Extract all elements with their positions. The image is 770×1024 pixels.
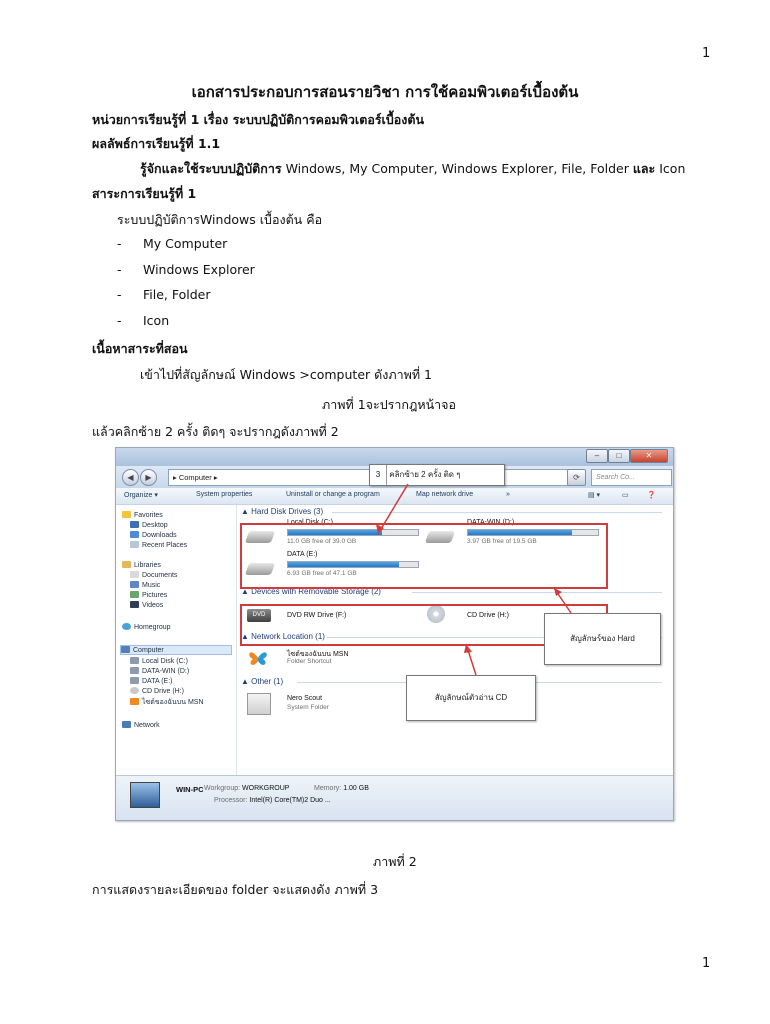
nav-computer[interactable]: Computer xyxy=(120,645,232,655)
dvd-drive-label[interactable]: DVD RW Drive (F:) xyxy=(287,612,347,619)
nero-scout-sub: System Folder xyxy=(287,704,329,711)
system-properties-button[interactable]: System properties xyxy=(196,491,253,498)
nav-desktop[interactable]: Desktop xyxy=(130,521,168,529)
section-network-location[interactable]: ▲ Network Location (1) xyxy=(241,632,325,641)
forward-icon[interactable]: ▶ xyxy=(140,469,157,486)
nav-documents[interactable]: Documents xyxy=(130,571,177,579)
figure-1-caption: ภาพที่ 1จะปรากฎหน้าจอ xyxy=(322,397,456,412)
explorer-screenshot xyxy=(115,447,674,821)
nav-pictures[interactable]: Pictures xyxy=(130,591,167,599)
bullet-item: - Windows Explorer xyxy=(117,262,255,277)
drive-name[interactable]: DATA-WIN (D:) xyxy=(467,519,515,526)
organize-button[interactable]: Organize ▾ xyxy=(124,492,158,499)
intro-text: ระบบปฏิบัติการWindows เบื้องต้น คือ xyxy=(117,212,323,227)
callout-double-click: 3 คลิกซ้าย 2 ครั้ง ติด ๆ xyxy=(369,464,505,486)
step-1: เข้าไปที่สัญลักษณ์ Windows >computer ดังภาพที่ 1 xyxy=(140,367,433,382)
unit-heading: หน่วยการเรียนรู้ที่ 1 เรื่อง ระบบปฏิบัติการคอมพิวเตอร์เบื้องต้น xyxy=(92,112,425,127)
bullet-item: - Icon xyxy=(117,313,170,328)
bullet-item: - File, Folder xyxy=(117,287,211,302)
cd-drive-label[interactable]: CD Drive (H:) xyxy=(467,612,509,619)
help-icon[interactable]: ❓ xyxy=(647,492,656,499)
view-icon[interactable]: ▤ ▾ xyxy=(588,492,601,499)
document-title: เอกสารประกอบการสอนรายวิชา การใช้คอมพิวเตอร์เบื้องต้น xyxy=(191,83,579,101)
msn-site-sub: Folder Shortcut xyxy=(287,658,332,665)
section-hard-disk-drives[interactable]: ▲ Hard Disk Drives (3) xyxy=(241,507,324,516)
section-removable-storage[interactable]: ▲ Devices with Removable Storage (2) xyxy=(241,587,381,596)
nav-music[interactable]: Music xyxy=(130,581,160,589)
drive-free-space: 6.93 GB free of 47.1 GB xyxy=(287,570,357,577)
annotation-arrows xyxy=(116,448,673,820)
memory-info: Memory: 1.00 GB xyxy=(314,785,369,792)
minimize-icon[interactable]: – xyxy=(586,449,608,463)
page-number-top: 1 xyxy=(702,46,711,61)
close-icon[interactable]: ✕ xyxy=(630,449,668,463)
nav-libraries[interactable]: Libraries xyxy=(122,561,161,569)
nav-local-disk-c[interactable]: Local Disk (C:) xyxy=(130,657,188,665)
nav-videos[interactable]: Videos xyxy=(130,601,163,609)
outcome-icon-text: Icon xyxy=(659,161,686,176)
dvd-drive-icon: DVD xyxy=(247,609,271,622)
outcome-line xyxy=(140,159,685,179)
search-input[interactable]: Search Co... xyxy=(591,469,672,486)
page-number-bottom: 1 xyxy=(702,956,711,971)
back-icon[interactable]: ◀ xyxy=(122,469,139,486)
nav-msn-site[interactable]: ไซต์ของฉันบน MSN xyxy=(130,697,204,708)
nav-data-e[interactable]: DATA (E:) xyxy=(130,677,172,685)
nav-recent-places[interactable]: Recent Places xyxy=(130,541,187,549)
outcome-text: Windows, My Computer, Windows Explorer, File, Folder xyxy=(285,161,629,176)
step-3: การแสดงรายละเอียดของ folder จะแสดงดัง ภาพที่ 3 xyxy=(92,882,379,897)
msn-site-label[interactable]: ไซต์ของฉันบน MSN xyxy=(287,651,349,658)
drive-free-space: 3.97 GB free of 19.5 GB xyxy=(467,538,537,545)
figure-2-caption: ภาพที่ 2 xyxy=(373,854,417,869)
drive-name[interactable]: DATA (E:) xyxy=(287,551,318,558)
step-2: แล้วคลิกซ้าย 2 ครั้ง ติดๆ จะปรากฎดังภาพที่ 2 xyxy=(92,424,339,439)
map-network-drive-button[interactable]: Map network drive xyxy=(416,491,474,498)
more-commands-button[interactable]: » xyxy=(506,491,510,498)
nav-downloads[interactable]: Downloads xyxy=(130,531,177,539)
nav-favorites[interactable]: Favorites xyxy=(122,511,163,519)
nero-scout-label[interactable]: Nero Scout xyxy=(287,695,323,702)
drive-free-space: 11.0 GB free of 39.0 GB xyxy=(287,538,357,545)
drive-name[interactable]: Local Disk (C:) xyxy=(287,519,333,526)
section-other[interactable]: ▲ Other (1) xyxy=(241,677,284,686)
outcome-heading: ผลลัพธ์การเรียนรู้ที่ 1.1 xyxy=(92,136,221,151)
callout-cd: สัญลักษณ์ตัวอ่าน CD xyxy=(406,675,536,721)
nav-homegroup[interactable]: Homegroup xyxy=(122,623,171,631)
nav-cd-drive-h[interactable]: CD Drive (H:) xyxy=(130,687,184,695)
nav-data-win-d[interactable]: DATA-WIN (D:) xyxy=(130,667,189,675)
outcome-and: และ xyxy=(632,161,656,176)
content-heading: สาระการเรียนรู้ที่ 1 xyxy=(92,186,197,201)
processor-info: Processor: Intel(R) Core(TM)2 Duo ... xyxy=(214,797,331,804)
nav-network[interactable]: Network xyxy=(122,721,160,729)
topic-heading: เนื้อหาสาระที่สอน xyxy=(92,341,188,356)
callout-hard-disk: สัญลักษร์ของ Hard xyxy=(544,613,661,665)
preview-pane-icon[interactable]: ▭ xyxy=(622,492,629,499)
maximize-icon[interactable]: □ xyxy=(608,449,630,463)
pc-name: WIN-PC xyxy=(176,785,204,794)
outcome-bold: รู้จักและใช้ระบบปฏิบัติการ xyxy=(140,161,282,176)
uninstall-button[interactable]: Uninstall or change a program xyxy=(286,491,380,498)
workgroup-info: Workgroup: WORKGROUP xyxy=(204,785,290,792)
address-input[interactable]: ▸ Computer ▸ xyxy=(168,469,569,486)
refresh-icon[interactable]: ⟳ xyxy=(567,469,586,486)
bullet-item: - My Computer xyxy=(117,236,228,251)
